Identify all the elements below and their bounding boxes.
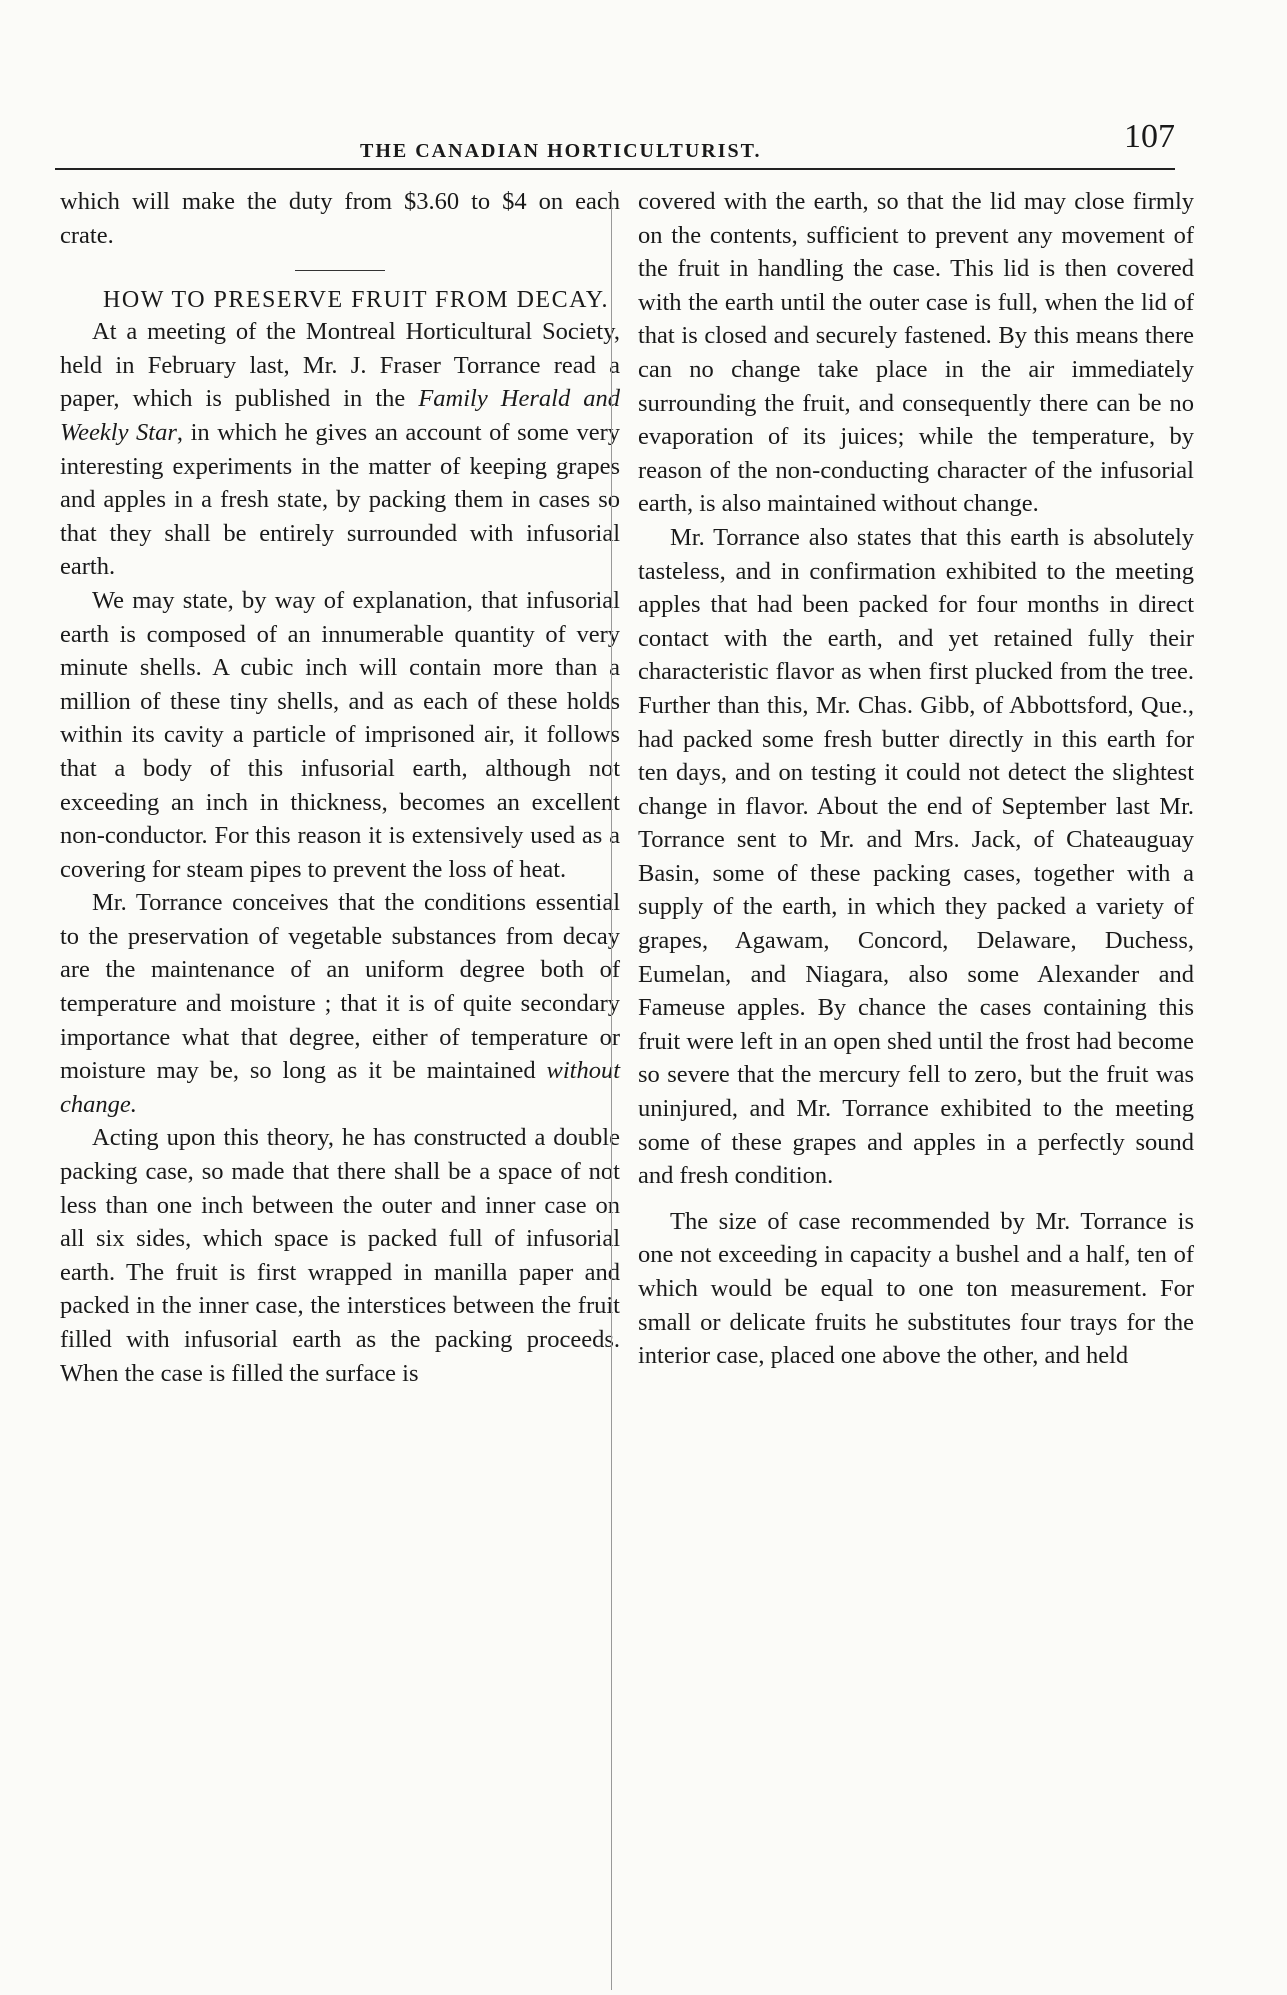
emphasis-text: without change. [60,1057,620,1118]
paragraph-text: Mr. Torrance conceives that the conditions essential to the preservation of vegetable substances from decay are the maintenance of an uniform degree both of temperature and moisture ; that it is of quite secondary importance what that degree, either of temperature or moisture may be, so long as it be maintained [60,889,620,1085]
paragraph-text: , in which he gives an account of some very interesting experiments in the matter of keeping grapes and apples in a fresh state, by packing them in cases so that they shall be entirely surrounded with infusorial earth. [60,418,620,581]
article-heading: HOW TO PRESERVE FRUIT FROM DECAY. [103,287,609,314]
left-column [60,185,620,1390]
paragraph-text: At a meeting of the Montreal Horticultural Society, held in February last, Mr. J. Fraser Torrance read a paper, which is published in the [60,318,620,413]
page-number: 107 [1124,118,1175,155]
page-header [55,118,1185,168]
paragraph [60,886,620,1121]
paragraph: covered with the earth, so that the lid may close firmly on the contents, sufficient to prevent any movement of the fruit in handling the case. This lid is then covered with the earth until the outer case is full, when the lid of that is closed and securely fastened. By this means there can no change take place in the air immediately surrounding the fruit, and consequently there can be no evaporation of its juices; while the temperature, by reason of the non-conducting character of the infusorial earth, is also maintained without change. [638,188,1194,518]
paragraph: We may state, by way of explanation, that infusorial earth is composed of an innumerable quantity of very minute shells. A cubic inch will contain more than a million of these tiny shells, and as each of these holds within its cavity a particle of imprisoned air, it follows that a body of this infusorial earth, although not exceeding an inch in thickness, becomes an excellent non-conductor. For this reason it is extensively used as a covering for steam pipes to prevent the loss of heat. [60,586,620,883]
paragraph: Mr. Torrance also states that this earth is absolutely tasteless, and in confirmation exhibited to the meeting apples that had been packed for four months in direct contact with the earth, and yet retained fully their characteristic flavor as when first plucked from the tree. Further than this, Mr. Chas. Gibb, of Abbottsford, Que., had packed some fresh butter directly in this earth for ten days, and on testing it could not detect the slightest change in flavor. About the end of September last Mr. Torrance sent to Mr. and Mrs. Jack, of Chateauguay Basin, some of these packing cases, together with a supply of the earth, in which they packed a variety of grapes, Agawam, Concord, Delaware, Duchess, Eumelan, and Niagara, also some Alexander and Fameuse apples. By chance the cases containing this fruit were left in an open shed until the frost had become so severe that the mercury fell to zero, but the fruit was uninjured, and Mr. Torrance exhibited to the meeting some of these grapes and apples in a perfectly sound and fresh condition. [638,523,1194,1190]
section-divider [295,270,385,271]
header-rule [55,168,1175,170]
paragraph: Acting upon this theory, he has constructed a double packing case, so made that there shall be a space of not less than one inch between the outer and inner case on all six sides, which space is packed full of infusorial earth. The fruit is first wrapped in manilla paper and packed in the inner case, the interstices between the fruit filled with infusorial earth as the packing proceeds. When the case is filled the surface is [60,1124,620,1387]
paragraph: The size of case recommended by Mr. Torrance is one not exceeding in capacity a bushel and a half, ten of which would be equal to one ton measurement. For small or delicate fruits he substitutes four trays for the interior case, placed one above the other, and held [638,1207,1194,1370]
paragraph [60,315,620,584]
continued-paragraph: which will make the duty from $3.60 to $4 on each crate. [60,188,620,249]
publication-title: Family Herald and Weekly Star [60,385,621,446]
column-divider [611,190,612,1990]
running-title: THE CANADIAN HORTICULTURIST. [360,140,762,162]
paragraph-gap [638,1193,1194,1205]
right-column [638,185,1194,1373]
